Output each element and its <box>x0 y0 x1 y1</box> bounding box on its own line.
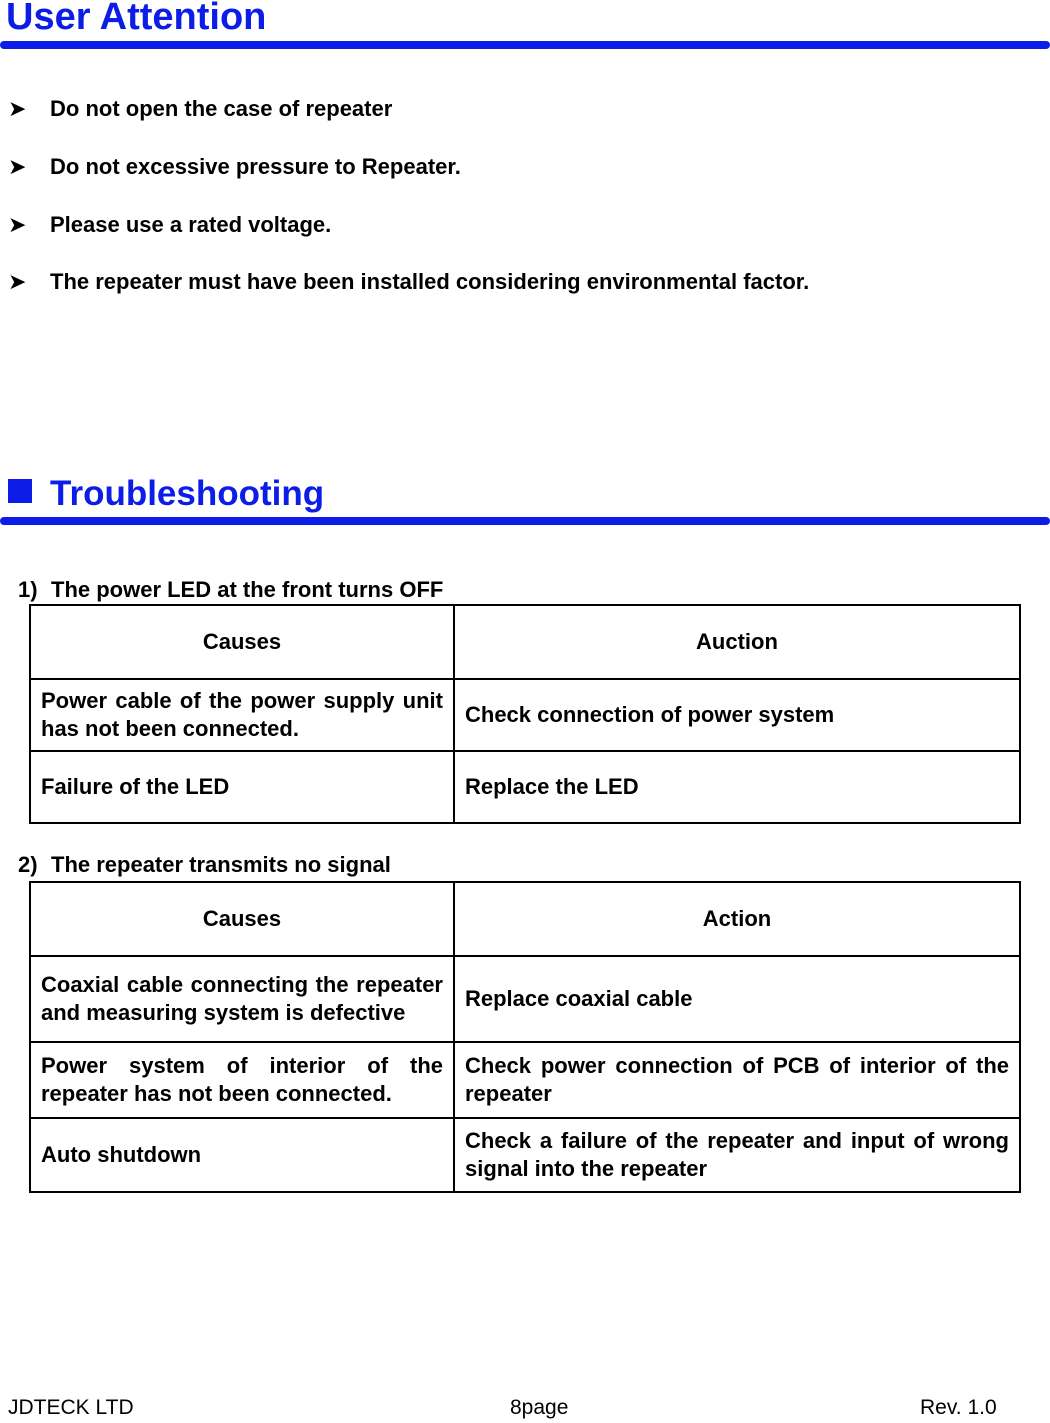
action-cell: Check a failure of the repeater and input of wrong signal into the repeater <box>454 1118 1020 1192</box>
table-header-row <box>30 882 1020 956</box>
footer-page-number: 8page <box>510 1396 569 1419</box>
section-divider <box>0 517 1050 525</box>
table-row <box>30 956 1020 1042</box>
action-cell: Check power connection of PCB of interior of the repeater <box>454 1042 1020 1118</box>
action-cell: Replace the LED <box>454 751 1020 823</box>
action-header: Auction <box>454 605 1020 679</box>
table-row <box>30 679 1020 751</box>
cause-cell: Failure of the LED <box>30 751 454 823</box>
arrow-bullet-icon: ➤ <box>8 154 27 179</box>
power-led-table <box>29 604 1021 824</box>
table-row <box>30 1042 1020 1118</box>
action-cell: Replace coaxial cable <box>454 956 1020 1042</box>
cause-cell: Coaxial cable connecting the repeater and measuring system is defective <box>30 956 454 1042</box>
title-divider <box>0 41 1050 49</box>
action-header: Action <box>454 882 1020 956</box>
footer-company: JDTECK LTD <box>8 1396 134 1419</box>
user-attention-title: User Attention <box>6 0 267 38</box>
table-header-row <box>30 605 1020 679</box>
arrow-bullet-icon: ➤ <box>8 269 27 294</box>
causes-header: Causes <box>30 882 454 956</box>
section-heading: 1) The power LED at the front turns OFF <box>18 577 444 602</box>
footer-revision: Rev. 1.0 <box>920 1396 997 1419</box>
no-signal-table <box>29 881 1021 1193</box>
cause-cell: Auto shutdown <box>30 1118 454 1192</box>
table-row <box>30 751 1020 823</box>
troubleshooting-title: Troubleshooting <box>8 474 324 514</box>
arrow-bullet-icon: ➤ <box>8 96 27 121</box>
section-heading: 2) The repeater transmits no signal <box>18 852 391 877</box>
cause-cell: Power cable of the power supply unit has not been connected. <box>30 679 454 751</box>
causes-header: Causes <box>30 605 454 679</box>
cause-cell: Power system of interior of the repeater has not been connected. <box>30 1042 454 1118</box>
table-row <box>30 1118 1020 1192</box>
action-cell: Check connection of power system <box>454 679 1020 751</box>
arrow-bullet-icon: ➤ <box>8 212 27 237</box>
square-bullet-icon <box>8 479 32 503</box>
